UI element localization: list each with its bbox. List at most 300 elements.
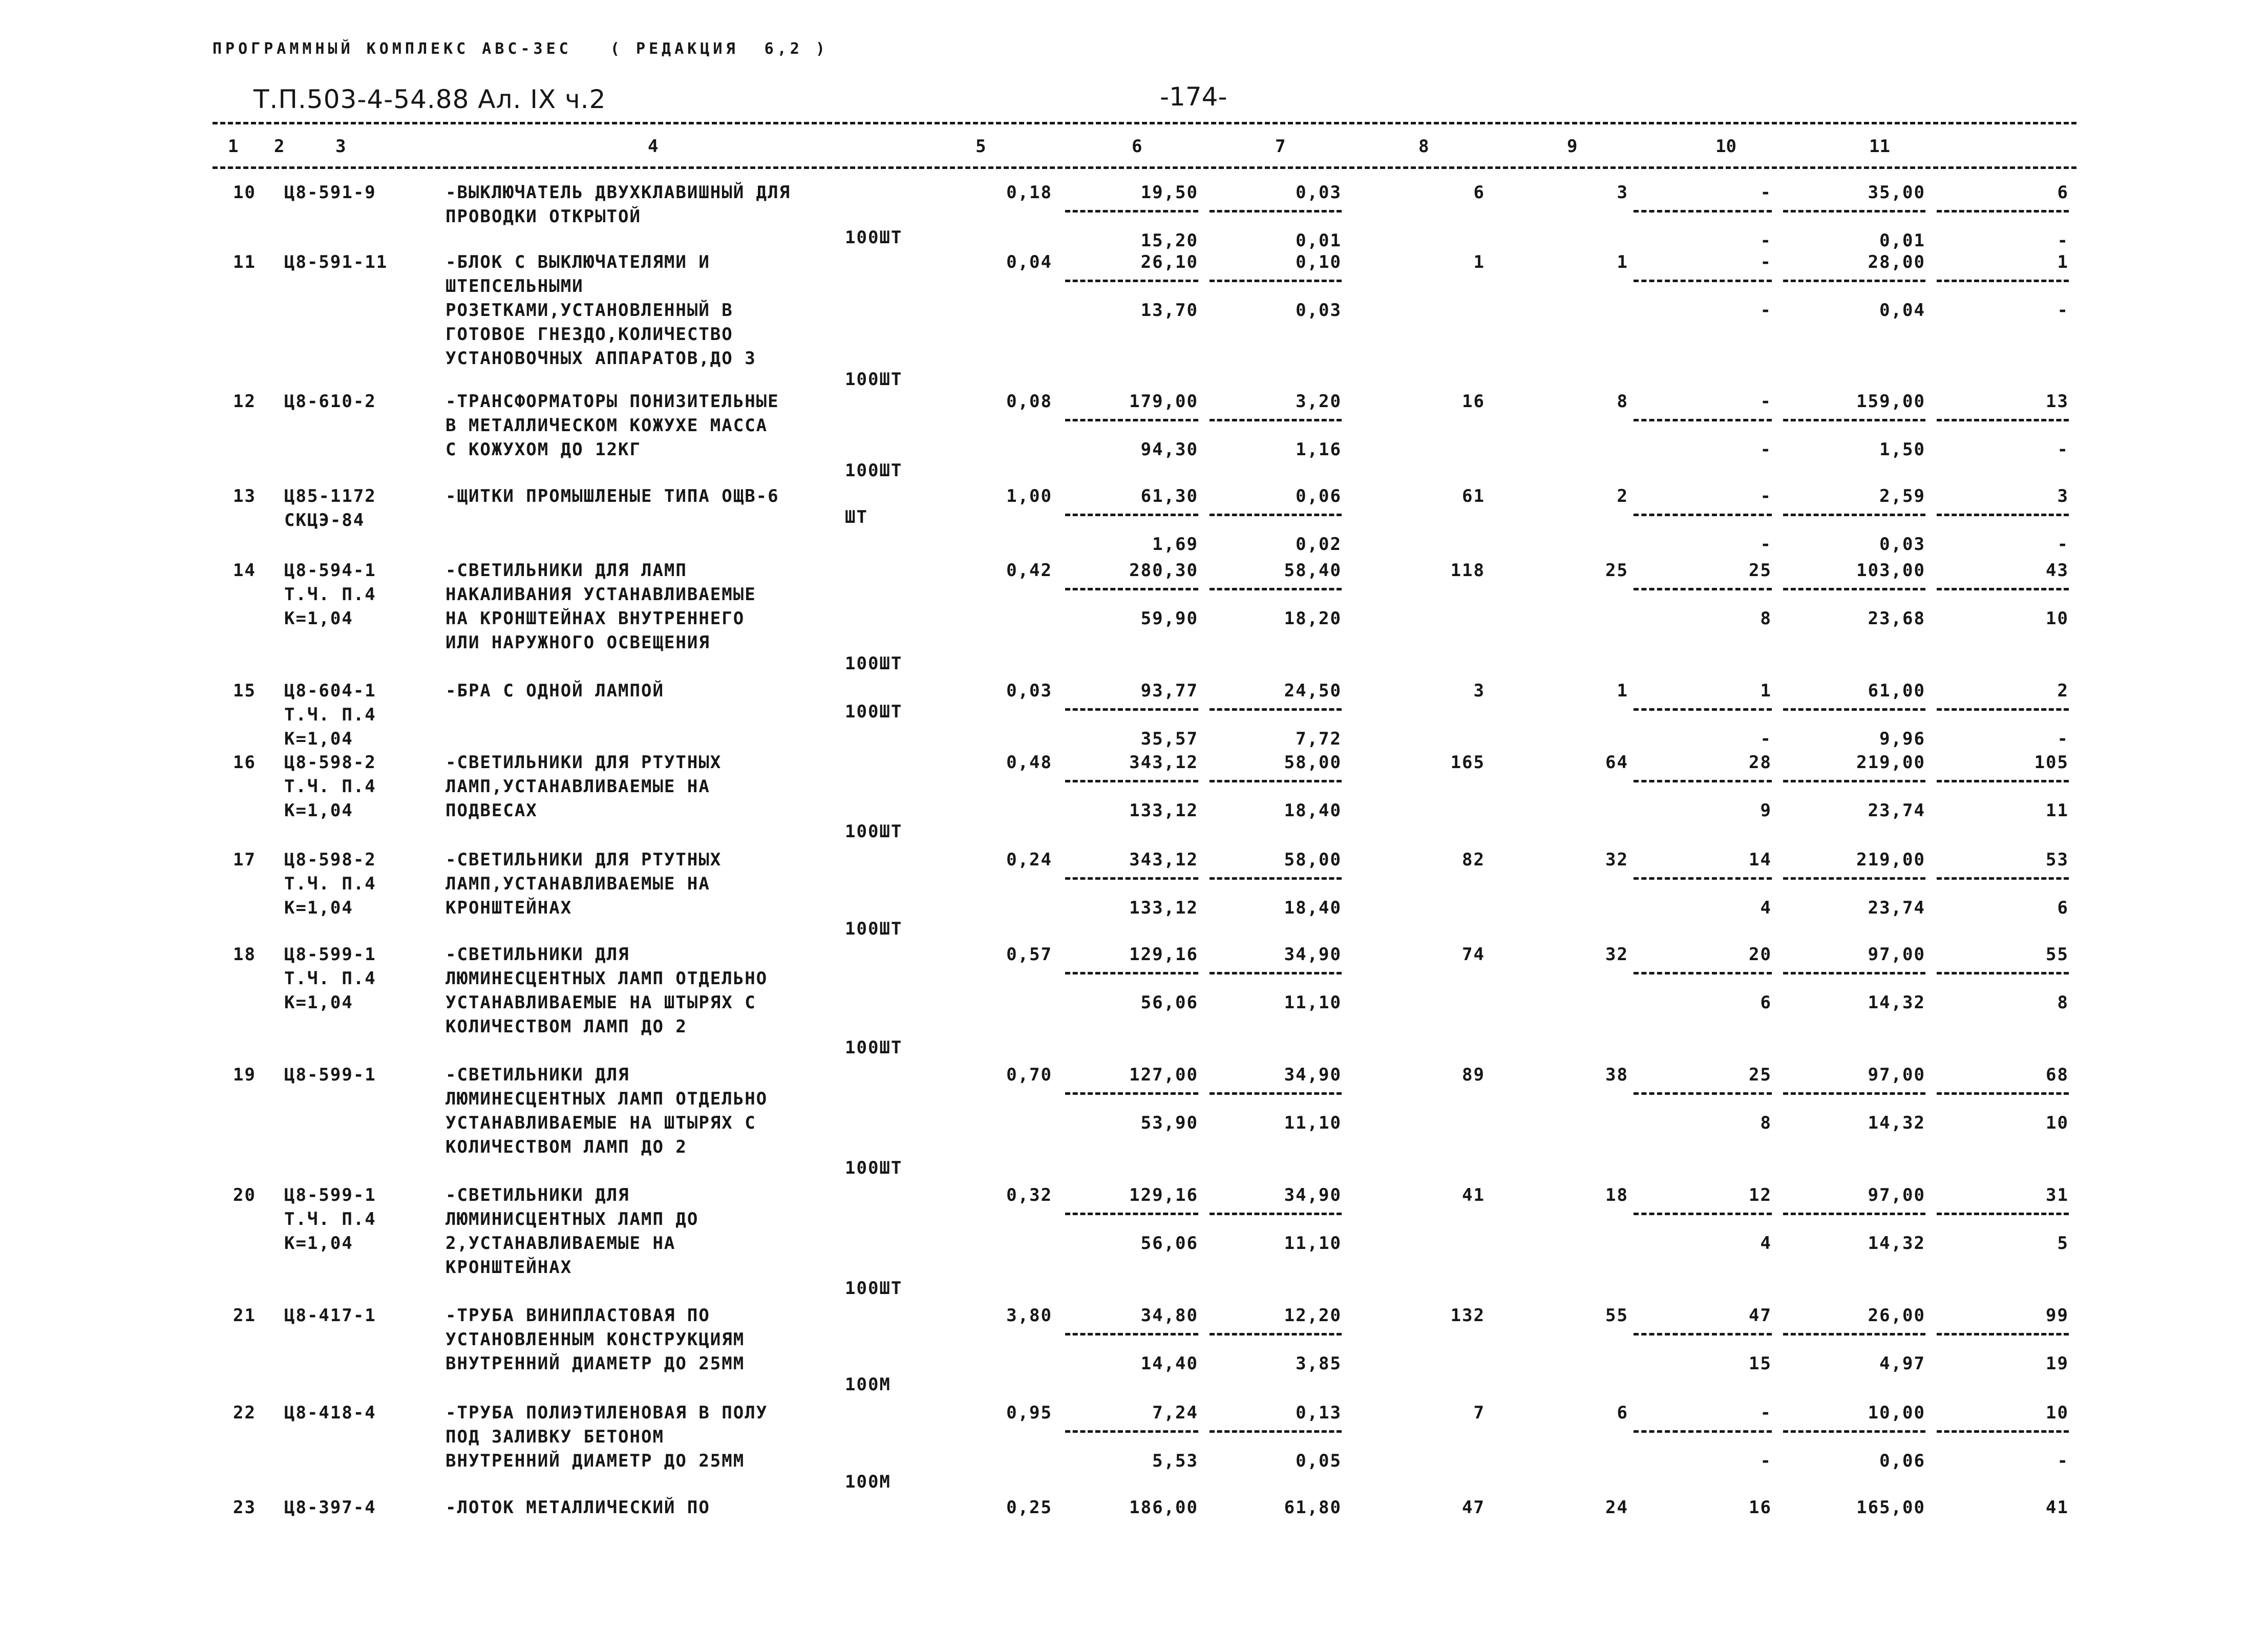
cell-separator (1065, 708, 1198, 711)
work-description: УСТАНАВЛИВАЕМЫЕ НА ШТЫРЯХ С (446, 1113, 756, 1133)
sub-value-c6: 0,02 (1296, 534, 1342, 555)
labor-c7: 165 (1450, 752, 1485, 773)
cell-separator (1937, 780, 2069, 782)
cell-separator (1634, 588, 1772, 590)
cell-separator (1937, 419, 2069, 421)
norm-code: Ц85-1172 (284, 486, 376, 506)
cell-separator (1634, 708, 1772, 711)
work-description: -СВЕТИЛЬНИКИ ДЛЯ ЛАМП (446, 560, 687, 581)
value-c10: 97,00 (1868, 1065, 1925, 1085)
cell-separator (1783, 514, 1925, 516)
cell-separator (1210, 708, 1342, 711)
cell-separator (1065, 210, 1198, 213)
value-c9: 47 (1749, 1305, 1772, 1326)
value-c10: 10,00 (1868, 1403, 1925, 1423)
work-description: ЛЮМИНЕСЦЕНТНЫХ ЛАМП ОТДЕЛЬНО (446, 1089, 768, 1109)
row-number: 12 (233, 391, 256, 412)
unit-of-measure: 100ШТ (845, 821, 903, 842)
value-c11: 68 (2046, 1065, 2069, 1085)
labor-c7: 41 (1462, 1185, 1485, 1205)
work-description: УСТАНОВОЧНЫХ АППАРАТОВ,ДО 3 (446, 348, 756, 369)
cell-separator (1937, 1430, 2069, 1433)
cost-c6: 24,50 (1284, 681, 1342, 701)
cost-c6: 3,20 (1296, 391, 1342, 412)
norm-code: К=1,04 (284, 898, 353, 918)
sub-value-c5: 5,53 (1152, 1451, 1198, 1471)
value-c9: 1 (1760, 681, 1772, 701)
cell-separator (1783, 1333, 1925, 1335)
norm-code: Ц8-610-2 (284, 391, 376, 412)
norm-code: СКЦЭ-84 (284, 510, 365, 531)
sub-value-c11: 6 (2057, 898, 2069, 918)
work-description: КОЛИЧЕСТВОМ ЛАМП ДО 2 (446, 1016, 687, 1037)
row-number: 17 (233, 850, 256, 870)
sub-value-c6: 18,40 (1284, 800, 1342, 821)
labor-c7: 118 (1450, 560, 1485, 581)
labor-c8: 8 (1617, 391, 1628, 412)
work-description: РОЗЕТКАМИ,УСТАНОВЛЕННЫЙ В (446, 300, 733, 321)
sub-value-c11: - (2057, 439, 2069, 460)
work-description: УСТАНАВЛИВАЕМЫЕ НА ШТЫРЯХ С (446, 992, 756, 1013)
cell-separator (1210, 210, 1342, 213)
sub-value-c11: - (2057, 300, 2069, 321)
row-number: 22 (233, 1403, 256, 1423)
labor-c8: 64 (1605, 752, 1628, 773)
value-c10: 219,00 (1856, 850, 1925, 870)
work-description: -ЛОТОК МЕТАЛЛИЧЕСКИЙ ПО (446, 1497, 710, 1518)
value-c10: 28,00 (1868, 252, 1925, 272)
labor-c8: 25 (1605, 560, 1628, 581)
sub-value-c11: 5 (2057, 1233, 2069, 1254)
row-number: 18 (233, 944, 256, 965)
cost-c5: 7,24 (1152, 1403, 1198, 1423)
sub-value-c6: 0,05 (1296, 1451, 1342, 1471)
norm-code: Т.Ч. П.4 (284, 584, 376, 605)
work-description: -ТРУБА ВИНИПЛАСТОВАЯ ПО (446, 1305, 710, 1326)
cell-separator (1937, 1092, 2069, 1095)
labor-c7: 74 (1462, 944, 1485, 965)
labor-c8: 55 (1605, 1305, 1628, 1326)
value-c11: 6 (2057, 182, 2069, 203)
unit-of-measure: 100М (845, 1472, 891, 1492)
labor-c8: 1 (1617, 681, 1628, 701)
row-number: 13 (233, 486, 256, 506)
sub-value-c6: 7,72 (1296, 729, 1342, 749)
cell-separator (1634, 877, 1772, 880)
sub-value-c5: 15,20 (1140, 230, 1198, 251)
work-description: -ТРАНСФОРМАТОРЫ ПОНИЗИТЕЛЬНЫЕ (446, 391, 779, 412)
sub-value-c9: 6 (1760, 992, 1772, 1013)
work-description: УСТАНОВЛЕННЫМ КОНСТРУКЦИЯМ (446, 1329, 745, 1350)
cell-separator (1634, 514, 1772, 516)
sub-value-c6: 1,16 (1296, 439, 1342, 460)
work-description: ИЛИ НАРУЖНОГО ОСВЕЩЕНИЯ (446, 632, 710, 653)
sub-value-c6: 0,03 (1296, 300, 1342, 321)
cell-separator (1210, 877, 1342, 880)
value-c11: 41 (2046, 1497, 2069, 1518)
value-c10: 35,00 (1868, 182, 1925, 203)
cell-separator (1937, 1333, 2069, 1335)
work-description: -СВЕТИЛЬНИКИ ДЛЯ (446, 1185, 630, 1205)
sub-value-c9: 8 (1760, 1113, 1772, 1133)
page-number: -174- (1160, 82, 1227, 112)
norm-code: Т.Ч. П.4 (284, 874, 376, 894)
sub-value-c9: 8 (1760, 608, 1772, 629)
labor-c7: 16 (1462, 391, 1485, 412)
sub-value-c5: 13,70 (1140, 300, 1198, 321)
value-c10: 97,00 (1868, 1185, 1925, 1205)
cell-separator (1210, 1333, 1342, 1335)
cell-separator (1210, 514, 1342, 516)
sub-value-c5: 1,69 (1152, 534, 1198, 555)
value-c11: 31 (2046, 1185, 2069, 1205)
cell-separator (1937, 972, 2069, 974)
row-number: 16 (233, 752, 256, 773)
sub-value-c10: 23,74 (1868, 898, 1925, 918)
cost-c5: 129,16 (1129, 944, 1198, 965)
cost-c5: 61,30 (1140, 486, 1198, 506)
cell-separator (1937, 588, 2069, 590)
sub-value-c11: 8 (2057, 992, 2069, 1013)
norm-code: Ц8-599-1 (284, 1185, 376, 1205)
work-description: 2,УСТАНАВЛИВАЕМЫЕ НА (446, 1233, 676, 1254)
value-c9: - (1760, 252, 1772, 272)
sub-value-c9: - (1760, 534, 1772, 555)
sub-value-c6: 11,10 (1284, 1233, 1342, 1254)
work-description: -ТРУБА ПОЛИЭТИЛЕНОВАЯ В ПОЛУ (446, 1403, 768, 1423)
cell-separator (1065, 280, 1198, 282)
labor-c8: 1 (1617, 252, 1628, 272)
value-c10: 97,00 (1868, 944, 1925, 965)
cost-c6: 34,90 (1284, 944, 1342, 965)
norm-code: К=1,04 (284, 608, 353, 629)
cell-separator (1937, 210, 2069, 213)
value-c11: 105 (2034, 752, 2069, 773)
work-description: ШТЕПСЕЛЬНЫМИ (446, 276, 584, 296)
labor-c7: 3 (1473, 681, 1485, 701)
cell-separator (1210, 419, 1342, 421)
row-number: 21 (233, 1305, 256, 1326)
cost-c6: 12,20 (1284, 1305, 1342, 1326)
labor-c8: 24 (1605, 1497, 1628, 1518)
norm-code: К=1,04 (284, 1233, 353, 1254)
value-c9: 20 (1749, 944, 1772, 965)
row-number: 20 (233, 1185, 256, 1205)
row-number: 10 (233, 182, 256, 203)
sub-value-c6: 18,20 (1284, 608, 1342, 629)
value-c10: 165,00 (1856, 1497, 1925, 1518)
norm-code: Ц8-604-1 (284, 681, 376, 701)
labor-c7: 6 (1473, 182, 1485, 203)
sub-value-c9: - (1760, 300, 1772, 321)
document-reference: Т.П.503-4-54.88 Ал. IX ч.2 (253, 84, 606, 114)
value-c9: - (1760, 1403, 1772, 1423)
sub-value-c11: - (2057, 729, 2069, 749)
cell-separator (1065, 514, 1198, 516)
cell-separator (1937, 280, 2069, 282)
cell-separator (1210, 1092, 1342, 1095)
cost-c5: 186,00 (1129, 1497, 1198, 1518)
quantity: 0,08 (1006, 391, 1052, 412)
column-header-1: 1 (228, 136, 239, 157)
norm-code: Ц8-599-1 (284, 1065, 376, 1085)
cell-separator (1065, 877, 1198, 880)
cell-separator (1210, 1213, 1342, 1215)
labor-c8: 3 (1617, 182, 1628, 203)
row-number: 15 (233, 681, 256, 701)
cell-separator (1634, 210, 1772, 213)
labor-c7: 7 (1473, 1403, 1485, 1423)
table-top-rule (213, 122, 2076, 124)
sub-value-c6: 11,10 (1284, 1113, 1342, 1133)
work-description: -БРА С ОДНОЙ ЛАМПОЙ (446, 681, 664, 701)
cell-separator (1210, 780, 1342, 782)
work-description: КРОНШТЕЙНАХ (446, 1257, 573, 1278)
value-c11: 1 (2057, 252, 2069, 272)
norm-code: Ц8-591-11 (284, 252, 388, 272)
cost-c6: 61,80 (1284, 1497, 1342, 1518)
work-description: ЛАМП,УСТАНАВЛИВАЕМЫЕ НА (446, 776, 710, 797)
sub-value-c9: 15 (1749, 1353, 1772, 1374)
quantity: 0,48 (1006, 752, 1052, 773)
labor-c7: 61 (1462, 486, 1485, 506)
norm-code: Т.Ч. П.4 (284, 1209, 376, 1229)
work-description: НАКАЛИВАНИЯ УСТАНАВЛИВАЕМЫЕ (446, 584, 756, 605)
sub-value-c9: - (1760, 1451, 1772, 1471)
quantity: 0,70 (1006, 1065, 1052, 1085)
quantity: 0,04 (1006, 252, 1052, 272)
sub-value-c6: 0,01 (1296, 230, 1342, 251)
sub-value-c10: 23,74 (1868, 800, 1925, 821)
quantity: 0,57 (1006, 944, 1052, 965)
unit-of-measure: 100ШТ (845, 653, 903, 674)
cell-separator (1065, 972, 1198, 974)
value-c9: - (1760, 182, 1772, 203)
cell-separator (1634, 780, 1772, 782)
cell-separator (1937, 708, 2069, 711)
sub-value-c9: 4 (1760, 1233, 1772, 1254)
value-c11: 13 (2046, 391, 2069, 412)
cell-separator (1065, 419, 1198, 421)
cell-separator (1210, 280, 1342, 282)
unit-of-measure: 100ШТ (845, 460, 903, 481)
work-description: ВНУТРЕННИЙ ДИАМЕТР ДО 25ММ (446, 1451, 745, 1471)
sub-value-c6: 18,40 (1284, 898, 1342, 918)
labor-c7: 47 (1462, 1497, 1485, 1518)
quantity: 3,80 (1006, 1305, 1052, 1326)
cost-c5: 127,00 (1129, 1065, 1198, 1085)
cell-separator (1065, 1333, 1198, 1335)
labor-c7: 132 (1450, 1305, 1485, 1326)
column-header-3: 3 (335, 136, 346, 157)
norm-code: Ц8-418-4 (284, 1403, 376, 1423)
sub-value-c11: - (2057, 1451, 2069, 1471)
quantity: 0,24 (1006, 850, 1052, 870)
cost-c5: 93,77 (1140, 681, 1198, 701)
cost-c6: 0,13 (1296, 1403, 1342, 1423)
norm-code: Т.Ч. П.4 (284, 705, 376, 725)
labor-c8: 32 (1605, 944, 1628, 965)
sub-value-c10: 0,01 (1879, 230, 1925, 251)
sub-value-c9: 4 (1760, 898, 1772, 918)
table-header-rule (213, 166, 2076, 169)
cost-c6: 34,90 (1284, 1065, 1342, 1085)
sub-value-c6: 11,10 (1284, 992, 1342, 1013)
quantity: 1,00 (1006, 486, 1052, 506)
labor-c7: 89 (1462, 1065, 1485, 1085)
cell-separator (1065, 1092, 1198, 1095)
norm-code: Ц8-599-1 (284, 944, 376, 965)
sub-value-c9: - (1760, 230, 1772, 251)
sub-value-c5: 14,40 (1140, 1353, 1198, 1374)
sub-value-c10: 23,68 (1868, 608, 1925, 629)
unit-of-measure: 100ШТ (845, 369, 903, 390)
cell-separator (1783, 588, 1925, 590)
unit-of-measure: 100М (845, 1374, 891, 1395)
program-header: ПРОГРАММНЫЙ КОМПЛЕКС АВС-3ЕС ( РЕДАКЦИЯ 6,2 ) (213, 40, 829, 58)
norm-code: Ц8-598-2 (284, 752, 376, 773)
cell-separator (1783, 1213, 1925, 1215)
row-number: 19 (233, 1065, 256, 1085)
cell-separator (1783, 1430, 1925, 1433)
sub-value-c11: 10 (2046, 1113, 2069, 1133)
norm-code: Ц8-397-4 (284, 1497, 376, 1518)
work-description: ПОДВЕСАХ (446, 800, 538, 821)
cell-separator (1634, 1430, 1772, 1433)
value-c9: 25 (1749, 1065, 1772, 1085)
work-description: ПРОВОДКИ ОТКРЫТОЙ (446, 206, 641, 227)
value-c10: 219,00 (1856, 752, 1925, 773)
unit-of-measure: 100ШТ (845, 1278, 903, 1299)
work-description: КРОНШТЕЙНАХ (446, 898, 573, 918)
labor-c8: 32 (1605, 850, 1628, 870)
cost-c6: 58,00 (1284, 752, 1342, 773)
value-c11: 53 (2046, 850, 2069, 870)
column-header-11: 11 (1869, 136, 1890, 157)
sub-value-c10: 14,32 (1868, 992, 1925, 1013)
labor-c8: 6 (1617, 1403, 1628, 1423)
cell-separator (1783, 419, 1925, 421)
cell-separator (1634, 419, 1772, 421)
value-c11: 55 (2046, 944, 2069, 965)
value-c10: 61,00 (1868, 681, 1925, 701)
value-c9: 12 (1749, 1185, 1772, 1205)
cost-c5: 129,16 (1129, 1185, 1198, 1205)
column-header-2: 2 (274, 136, 285, 157)
cell-separator (1783, 780, 1925, 782)
sub-value-c10: 9,96 (1879, 729, 1925, 749)
cost-c5: 343,12 (1129, 752, 1198, 773)
norm-code: Т.Ч. П.4 (284, 968, 376, 989)
sub-value-c5: 35,57 (1140, 729, 1198, 749)
cell-separator (1634, 1333, 1772, 1335)
work-description: С КОЖУХОМ ДО 12КГ (446, 439, 641, 460)
work-description: ГОТОВОЕ ГНЕЗДО,КОЛИЧЕСТВО (446, 324, 733, 345)
value-c11: 43 (2046, 560, 2069, 581)
work-description: ЛАМП,УСТАНАВЛИВАЕМЫЕ НА (446, 874, 710, 894)
cell-separator (1937, 514, 2069, 516)
value-c9: 16 (1749, 1497, 1772, 1518)
norm-code: Ц8-417-1 (284, 1305, 376, 1326)
work-description: ЛЮМИНЕСЦЕНТНЫХ ЛАМП ОТДЕЛЬНО (446, 968, 768, 989)
value-c9: 25 (1749, 560, 1772, 581)
labor-c8: 38 (1605, 1065, 1628, 1085)
sub-value-c5: 56,06 (1140, 992, 1198, 1013)
sub-value-c6: 3,85 (1296, 1353, 1342, 1374)
work-description: НА КРОНШТЕЙНАХ ВНУТРЕННЕГО (446, 608, 745, 629)
work-description: -СВЕТИЛЬНИКИ ДЛЯ (446, 944, 630, 965)
cell-separator (1634, 1092, 1772, 1095)
sub-value-c5: 53,90 (1140, 1113, 1198, 1133)
work-description: В МЕТАЛЛИЧЕСКОМ КОЖУХЕ МАССА (446, 415, 768, 436)
sub-value-c9: - (1760, 729, 1772, 749)
row-number: 14 (233, 560, 256, 581)
column-header-6: 6 (1132, 136, 1142, 157)
cell-separator (1634, 972, 1772, 974)
sub-value-c10: 14,32 (1868, 1233, 1925, 1254)
column-header-9: 9 (1567, 136, 1578, 157)
quantity: 0,32 (1006, 1185, 1052, 1205)
cost-c5: 343,12 (1129, 850, 1198, 870)
column-header-7: 7 (1275, 136, 1286, 157)
unit-of-measure: 100ШТ (845, 1037, 903, 1058)
sub-value-c10: 4,97 (1879, 1353, 1925, 1374)
cell-separator (1783, 1092, 1925, 1095)
cell-separator (1210, 1430, 1342, 1433)
value-c9: - (1760, 486, 1772, 506)
cell-separator (1783, 972, 1925, 974)
cost-c6: 58,40 (1284, 560, 1342, 581)
sub-value-c11: 11 (2046, 800, 2069, 821)
sub-value-c11: 10 (2046, 608, 2069, 629)
sub-value-c5: 133,12 (1129, 800, 1198, 821)
cost-c6: 0,03 (1296, 182, 1342, 203)
cost-c6: 34,90 (1284, 1185, 1342, 1205)
value-c10: 103,00 (1856, 560, 1925, 581)
labor-c8: 2 (1617, 486, 1628, 506)
unit-of-measure: 100ШТ (845, 227, 903, 248)
cost-c5: 179,00 (1129, 391, 1198, 412)
sub-value-c5: 133,12 (1129, 898, 1198, 918)
cost-c6: 0,06 (1296, 486, 1342, 506)
value-c10: 2,59 (1879, 486, 1925, 506)
work-description: ПОД ЗАЛИВКУ БЕТОНОМ (446, 1427, 664, 1447)
quantity: 0,42 (1006, 560, 1052, 581)
unit-of-measure: 100ШТ (845, 702, 903, 722)
sub-value-c5: 59,90 (1140, 608, 1198, 629)
work-description: ЛЮМИНИСЦЕНТНЫХ ЛАМП ДО (446, 1209, 699, 1229)
norm-code: Ц8-598-2 (284, 850, 376, 870)
quantity: 0,25 (1006, 1497, 1052, 1518)
cell-separator (1210, 972, 1342, 974)
cell-separator (1065, 1213, 1198, 1215)
cell-separator (1783, 280, 1925, 282)
sub-value-c10: 0,04 (1879, 300, 1925, 321)
cell-separator (1634, 280, 1772, 282)
norm-code: К=1,04 (284, 800, 353, 821)
norm-code: К=1,04 (284, 992, 353, 1013)
cost-c6: 0,10 (1296, 252, 1342, 272)
work-description: -СВЕТИЛЬНИКИ ДЛЯ РТУТНЫХ (446, 850, 722, 870)
cell-separator (1783, 708, 1925, 711)
sub-value-c10: 0,06 (1879, 1451, 1925, 1471)
labor-c8: 18 (1605, 1185, 1628, 1205)
row-number: 11 (233, 252, 256, 272)
value-c10: 26,00 (1868, 1305, 1925, 1326)
cell-separator (1783, 210, 1925, 213)
sub-value-c9: 9 (1760, 800, 1772, 821)
norm-code: Ц8-594-1 (284, 560, 376, 581)
